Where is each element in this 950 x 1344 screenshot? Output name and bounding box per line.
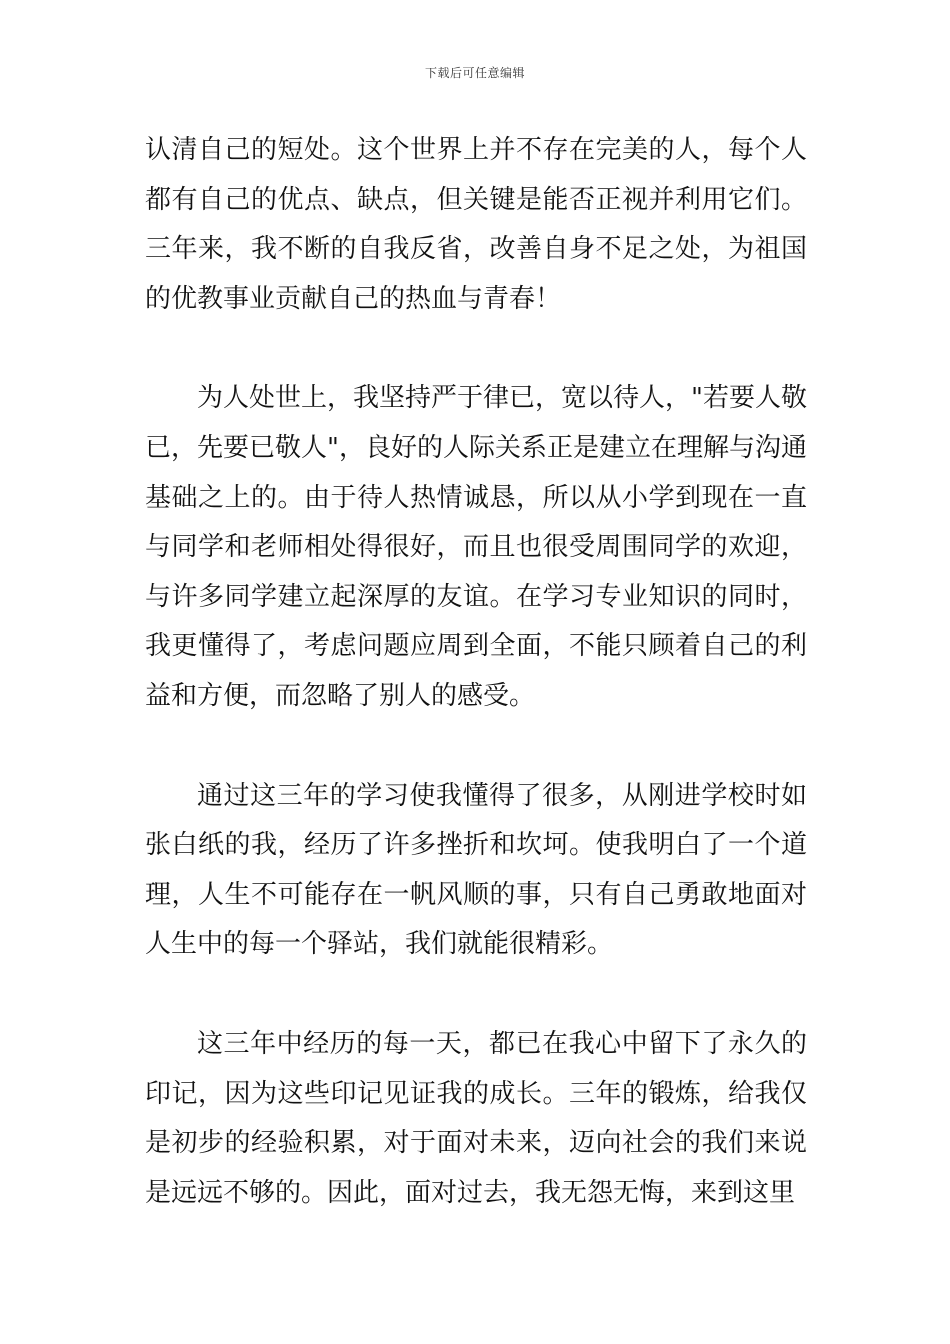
page-header: 下载后可任意编辑: [424, 66, 525, 80]
document-body: [145, 126, 807, 1218]
paragraph-3: 通过这三年的学习使我懂得了很多，从刚进学校时如张白纸的我，经历了许多挫折和坎坷。使我明白了一个道理，人生不可能存在一帆风顺的事，只有自己勇敢地面对人生中的每一个驿站，我们就能很精彩。: [145, 780, 807, 960]
paragraph-2: 为人处世上，我坚持严于律已，宽以待人，"若要人敬已，先要已敬人"，良好的人际关系正是建立在理解与沟通基础之上的。由于待人热情诚恳，所以从小学到现在一直与同学和老师相处得很好，而且也很受周围同学的欢迎，与许多同学建立起深厚的友谊。在学习专业知识的同时，我更懂得了，考虑问题应周到全面，不能只顾着自己的利益和方便，而忽略了别人的感受。: [145, 383, 807, 711]
paragraph-1: 认清自己的短处。这个世界上并不存在完美的人，每个人都有自己的优点、缺点，但关键是能否正视并利用它们。三年来，我不断的自我反省，改善自身不足之处，为祖国的优教事业贡献自己的热血与青春！: [145, 135, 807, 314]
paragraph-4: 这三年中经历的每一天，都已在我心中留下了永久的印记，因为这些印记见证我的成长。三年的锻炼，给我仅是初步的经验积累，对于面对未来，迈向社会的我们来说是远远不够的。因此，面对过去，我无怨无悔，来到这里: [145, 1028, 807, 1208]
